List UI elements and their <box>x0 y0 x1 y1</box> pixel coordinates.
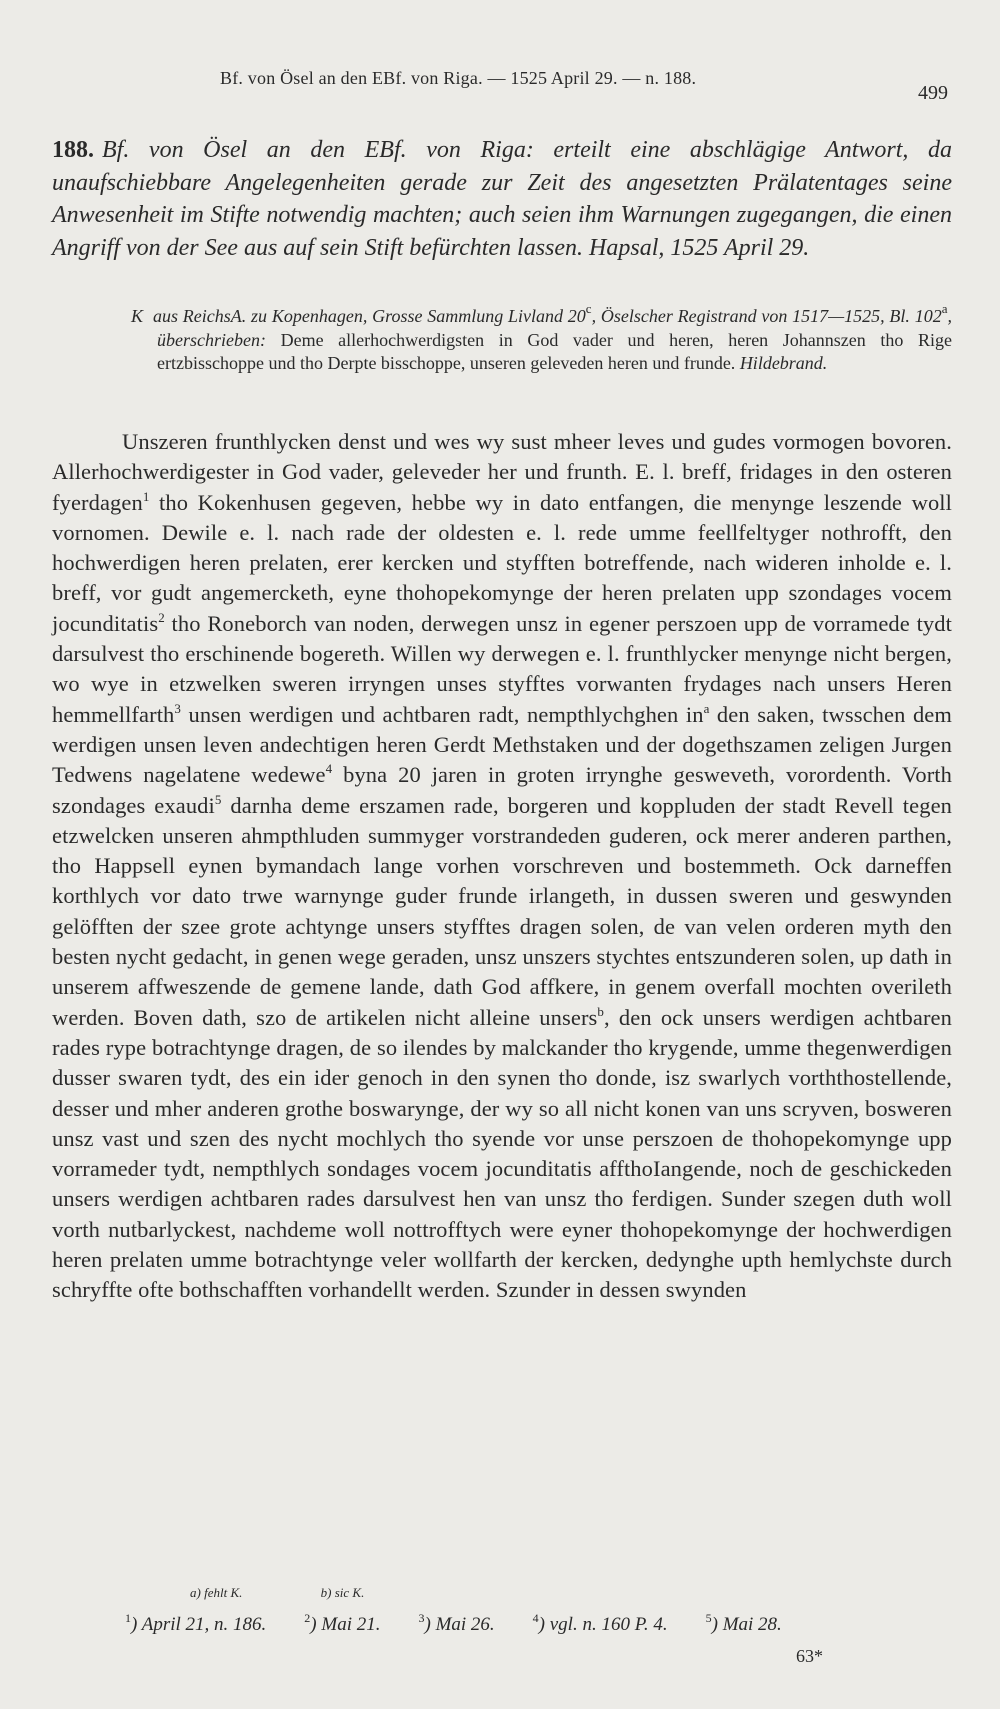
footnote-text: Mai 28. <box>722 1614 782 1635</box>
footnote: $^5$) Mai 28. <box>705 1611 782 1635</box>
footnote-ref-5: 5 <box>214 791 222 807</box>
text-note-mark: a) <box>190 1585 201 1600</box>
folio-superscript: a <box>941 301 948 316</box>
footnote-number: 4 <box>532 1611 539 1625</box>
text-notes <box>190 1585 439 1601</box>
body-text: tho Roneborch van noden, derwegen unsz in egener perszoen upp de vorramede tydt darsulvest tho erschinende bogereth. Willen wy derwegen e. l. frunthlycker menynge nicht bergen, wo wye in etzwelken sweren irryngen unses styfftes vorwanten frydages nach unsers Heren hemmellfarth <box>52 610 952 727</box>
footnote-text: vgl. n. 160 P. 4. <box>549 1614 668 1635</box>
footnote-number: 5 <box>705 1611 712 1625</box>
body-text: unsen werdigen und achtbaren radt, nempthlychghen in <box>181 701 704 727</box>
letter-body <box>52 427 952 1306</box>
source-superscript: c <box>585 301 592 316</box>
footnote-ref-3: 3 <box>174 700 182 716</box>
footnote-ref-2: 2 <box>158 609 165 625</box>
body-text: tho Kokenhusen gegeven, hebbe wy in dato entfangen, die menynge leszende woll vornomen. Dewile e. l. nach rade der oldesten e. l. rede umme feellfeltyger nothrofft, den hochwerdigen heren prelaten, erer kercken und styfften botreffende, nach wideren inholde e. l. breff, vor gudt angemercketh, eyne thohopekomynge der heren prelaten upp szondages vocem jocunditatis <box>52 489 952 636</box>
body-text: den saken, twsschen dem werdigen unsen leven andechtigen heren Gerdt Methstaken und der dogethszamen zeligen Jurgen Tedwens nagelatene wedewe <box>52 701 952 788</box>
textnote-ref-a: a <box>703 700 710 716</box>
text-note-text: sic K. <box>334 1585 365 1600</box>
body-text: byna 20 jaren in groten irrynghe gesweveth, vorordenth. Vorth szondages exaudi <box>52 762 952 818</box>
regest-text: Bf. von Ösel an den EBf. von Riga: erteilt eine abschlägige Antwort, da unaufschiebbare Angelegenheiten gerade zur Zeit des angesetzten Prälatentages seine Anwesenheit im Stifte notwendig machten; auch seien ihm Warnungen zugegangen, die einen Angriff von der See aus auf sein Stift befürchten lassen. Hapsal, 1525 April 29. <box>52 137 952 261</box>
source-apparatus <box>131 301 952 376</box>
footnotes <box>125 1611 945 1636</box>
footnote: $^4$) vgl. n. 160 P. 4. <box>532 1611 668 1635</box>
footnote-number: 2 <box>304 1611 311 1625</box>
footnote-text: Mai 21. <box>321 1614 381 1635</box>
text-note-mark: b) <box>320 1585 332 1600</box>
sheet-signature: 63* <box>796 1646 823 1666</box>
address-text: Deme allerhochwerdigsten in God vader und heren, heren Johannszen tho Rige ertzbisschoppe und tho Derpte bisschoppe, unseren geleveden heren und frunde. <box>157 329 952 373</box>
source-siglum: K <box>131 306 144 326</box>
text-note <box>190 1585 242 1600</box>
regest-summary <box>52 134 952 264</box>
page-number: 499 <box>918 82 948 104</box>
textnote-ref-b: b <box>597 1003 605 1019</box>
footnote: $^3$) Mai 26. <box>418 1611 495 1635</box>
editor-name: Hildebrand. <box>739 353 828 373</box>
document-number: 188. <box>52 137 94 163</box>
footnote-number: 3 <box>418 1611 425 1625</box>
footnote-ref-4: 4 <box>325 761 333 777</box>
footnote: $^2$) Mai 21. <box>304 1611 381 1635</box>
body-text: , den ock unsers werdigen achtbaren rades rype botrachtynge dragen, de so ilendes by malckander tho krygende, umme thegenwerdigen dusser swaren tydt, des ein ider genoch in den synen tho donde, isz swarlych vorththostellende, desser und mher anderen grothe boswarynge, der wy so all nicht konen van uns scryven, bosweren unsz vast und szen des nycht mochlych tho syende vor unse perszoen de thohopekomynge upp vorrameder tydt, nempthlych sondages vocem jocunditatis affthoIangende, noch de geschickeden unsers werdigen achtbaren rades darsulvest hen van unsz tho ferdigen. Sunder szegen duth woll vorth nutbarlyckest, nachdeme woll nottrofftych were eyner thohopekomynge der hochwerdigen heren prelaten umme botrachtynge veler wollfarth der kercken, dedynghe upth hemlychste durch schryffte ofte bothschafften vorhandellt werden. Szunder in dessen swynden <box>52 1004 952 1303</box>
footnote-text: April 21, n. 186. <box>141 1614 267 1635</box>
text-note <box>321 1585 365 1600</box>
text-note-text: fehlt K. <box>204 1585 243 1600</box>
running-header: Bf. von Ösel an den EBf. von Riga. — 1525 April 29. — n. 188. <box>220 68 697 88</box>
body-text: Unszeren frunthlycken denst und wes wy sust mheer leves und gudes vormogen bovoren. Allerhochwerdigester in God vader, geleveder her und frunth. E. l. breff, fridages in den osteren fyerdagen <box>52 429 952 515</box>
footnote-ref-1: 1 <box>142 488 150 504</box>
footnote: $^1$) April 21, n. 186. <box>125 1611 267 1635</box>
overwritten-label: , überschrieben: <box>157 306 952 350</box>
footnote-number: 1 <box>125 1611 131 1625</box>
body-text: darnha deme erszamen rade, borgeren und koppluden der stadt Revell tegen etzwelcken unseren ahmpthluden summyger vorstrandeden guderen, ock merer anderen parthen, tho Happsell eynen bymandach lange vorhen vorschreven und bostemmeth. Ock darneffen korthlych vor dato trwe warnynge guder frunde irlangeth, in dussen sweren und geswynden gelöfften der szee grote achtynge unsers styfftes dragen solen, de van velen orderen myth den besten nycht gedacht, in genen wege geraden, unsz unszers stychtes entszunderen solen, up dath in unserem affweszende de gemene lande, dath God affkere, in genem overfall mochten overileth werden. Boven dath, szo de artikelen nicht alleine unsers <box>52 792 953 1030</box>
source-reference: aus ReichsA. zu Kopenhagen, Grosse Sammlung Livland 20 <box>153 306 586 326</box>
source-reference-cont: , Öselscher Registrand von 1517—1525, Bl. 102 <box>591 306 942 326</box>
footnote-text: Mai 26. <box>435 1614 495 1635</box>
